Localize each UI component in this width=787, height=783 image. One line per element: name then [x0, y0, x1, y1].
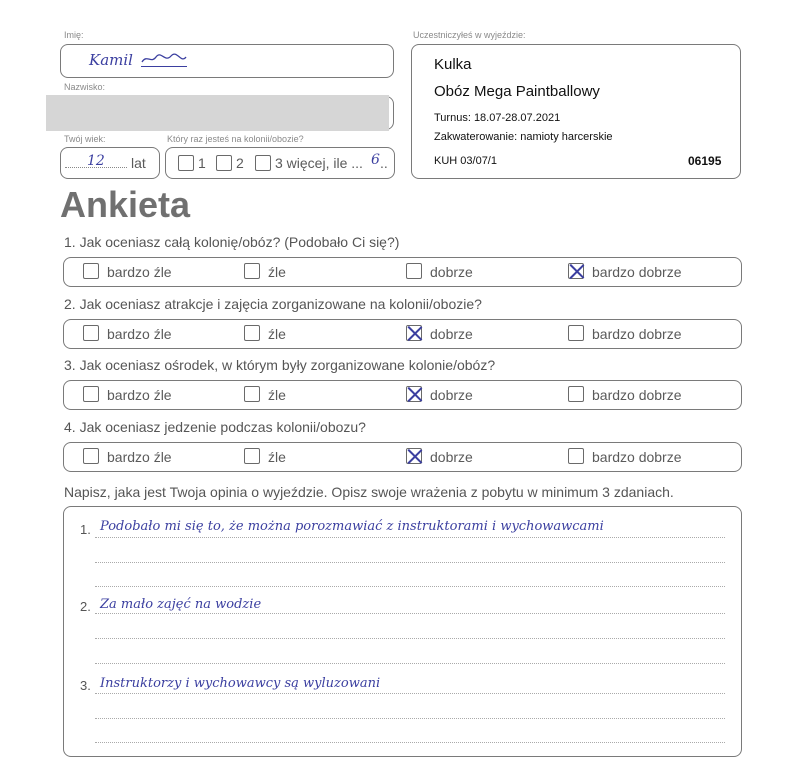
question-4-option-label: bardzo dobrze — [592, 449, 682, 465]
question-3-option-label: dobrze — [430, 387, 473, 403]
question-3-checkbox-2[interactable] — [244, 386, 260, 402]
times-option-1: 1 — [198, 155, 206, 171]
question-1-option-label: bardzo dobrze — [592, 264, 682, 280]
question-4-checkbox-2[interactable] — [244, 448, 260, 464]
opinion-answer-2: Za mało zajęć na wodzie — [100, 597, 262, 612]
question-1-checkbox-2[interactable] — [244, 263, 260, 279]
times-label: Który raz jesteś na kolonii/obozie? — [167, 134, 304, 144]
question-4-option-label: dobrze — [430, 449, 473, 465]
opinion-answer-3: Instruktorzy i wychowawcy są wyluzowani — [100, 676, 381, 691]
question-3-checkbox-3[interactable] — [406, 386, 422, 402]
trip-info-box — [411, 44, 741, 179]
trip-code: KUH 03/07/1 — [434, 155, 497, 167]
question-4-option-label: źle — [268, 449, 286, 465]
age-value: 12 — [87, 153, 105, 169]
writing-line — [95, 562, 725, 563]
name-label: Imię: — [64, 30, 84, 40]
question-1-option-label: źle — [268, 264, 286, 280]
age-field[interactable] — [60, 147, 160, 179]
question-4-option-label: bardzo źle — [107, 449, 172, 465]
question-2-checkbox-2[interactable] — [244, 325, 260, 341]
times-field[interactable] — [165, 147, 395, 179]
trip-line-2: Obóz Mega Paintballowy — [434, 83, 600, 100]
question-1-checkbox-1[interactable] — [83, 263, 99, 279]
writing-line — [95, 537, 725, 538]
question-1-option-label: dobrze — [430, 264, 473, 280]
question-2-option-label: bardzo źle — [107, 326, 172, 342]
question-2-option-label: źle — [268, 326, 286, 342]
times-option-3: 3 więcej, ile ... — [275, 155, 363, 171]
question-4-checkbox-3[interactable] — [406, 448, 422, 464]
question-3-text: 3. Jak oceniasz ośrodek, w którym były zorganizowane kolonie/obóz? — [64, 357, 496, 373]
opinion-number-2: 2. — [80, 599, 91, 614]
crossed-out-scribble — [141, 54, 187, 67]
question-3-option-label: bardzo dobrze — [592, 387, 682, 403]
question-2-checkbox-3[interactable] — [406, 325, 422, 341]
times-value: 6 — [371, 152, 380, 168]
trip-accommodation: Zakwaterowanie: namioty harcerskie — [434, 131, 613, 143]
question-4-text: 4. Jak oceniasz jedzenie podczas kolonii/obozu? — [64, 419, 366, 435]
page-title: Ankieta — [60, 184, 191, 225]
trip-number: 06195 — [688, 154, 722, 168]
question-3-option-label: bardzo źle — [107, 387, 172, 403]
times-value-dots: .. — [380, 155, 388, 171]
question-4-checkbox-1[interactable] — [83, 448, 99, 464]
question-3-checkbox-1[interactable] — [83, 386, 99, 402]
opinion-prompt: Napisz, jaka jest Twoja opinia o wyjeździe. Opisz swoje wrażenia z pobytu w minimum 3 zdaniach. — [64, 484, 674, 500]
question-2-option-label: dobrze — [430, 326, 473, 342]
question-2-checkbox-4[interactable] — [568, 325, 584, 341]
question-1-checkbox-4[interactable] — [568, 263, 584, 279]
question-4-checkbox-4[interactable] — [568, 448, 584, 464]
times-checkbox-1[interactable] — [178, 155, 194, 171]
name-value: Kamil — [89, 51, 133, 69]
opinion-box[interactable] — [63, 506, 742, 757]
opinion-answer-1: Podobało mi się to, że można porozmawiać z instruktorami i wychowawcami — [100, 519, 604, 534]
question-2-text: 2. Jak oceniasz atrakcje i zajęcia zorganizowane na kolonii/obozie? — [64, 296, 482, 312]
writing-line — [95, 663, 725, 664]
question-3-option-label: źle — [268, 387, 286, 403]
writing-line — [95, 742, 725, 743]
writing-line — [95, 693, 725, 694]
question-1-text: 1. Jak oceniasz całą kolonię/obóz? (Podobało Ci się?) — [64, 234, 400, 250]
question-1-option-label: bardzo źle — [107, 264, 172, 280]
writing-line — [95, 586, 725, 587]
writing-line — [95, 638, 725, 639]
opinion-number-1: 1. — [80, 522, 91, 537]
question-2-option-label: bardzo dobrze — [592, 326, 682, 342]
question-3-checkbox-4[interactable] — [568, 386, 584, 402]
question-1-checkbox-3[interactable] — [406, 263, 422, 279]
age-unit: lat — [131, 155, 146, 171]
times-checkbox-2[interactable] — [216, 155, 232, 171]
trip-turnus: Turnus: 18.07-28.07.2021 — [434, 112, 561, 124]
trip-line-1: Kulka — [434, 56, 472, 73]
participant-label: Uczestniczyłeś w wyjeździe: — [413, 30, 526, 40]
age-label: Twój wiek: — [64, 134, 106, 144]
opinion-number-3: 3. — [80, 678, 91, 693]
question-2-checkbox-1[interactable] — [83, 325, 99, 341]
redaction-block — [46, 95, 389, 131]
writing-line — [95, 718, 725, 719]
times-option-2: 2 — [236, 155, 244, 171]
name-field[interactable] — [60, 44, 394, 78]
surname-label: Nazwisko: — [64, 82, 106, 92]
writing-line — [95, 613, 725, 614]
times-checkbox-3[interactable] — [255, 155, 271, 171]
